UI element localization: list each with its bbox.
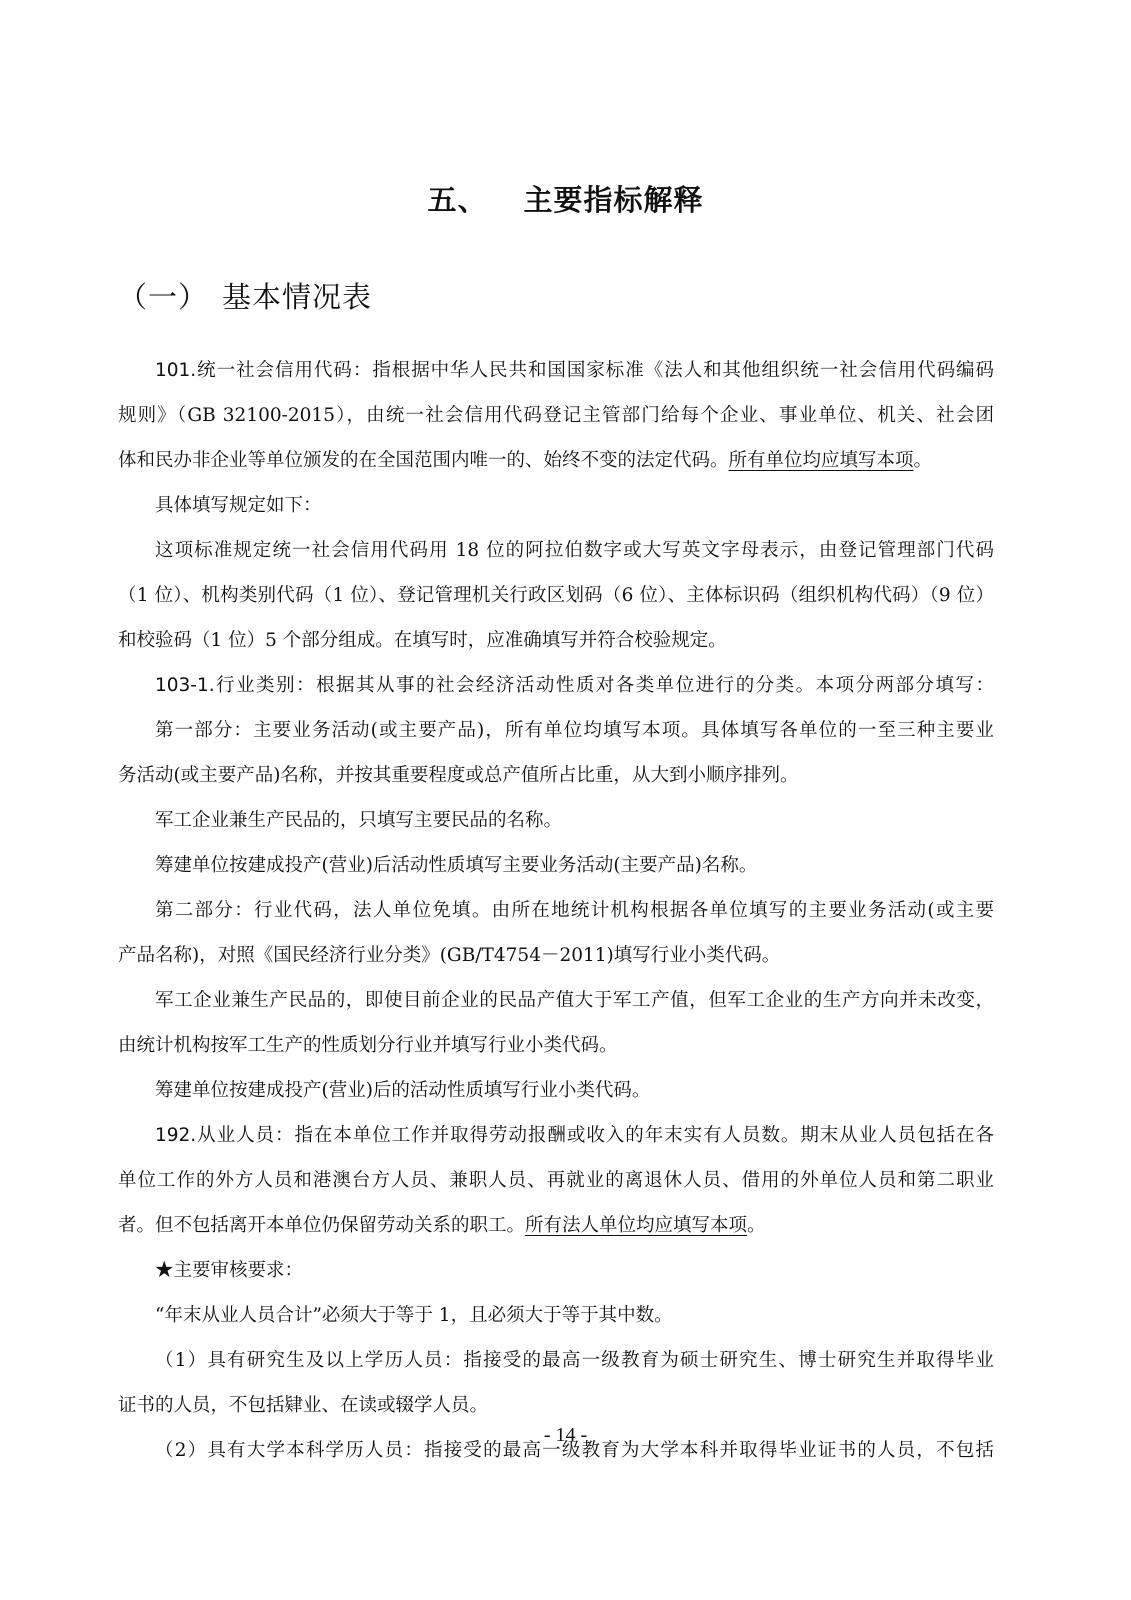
text-segment: 第一部分：主要业务活动(或主要产品)，所有单位均填写本项。具体填写各单位的一至三种主要业: [155, 720, 994, 741]
text-line: [118, 393, 994, 438]
text-line: [118, 978, 994, 1023]
text-segment: （1）具有研究生及以上学历人员：指接受的最高一级教育为硕士研究生、博士研究生并取得毕业: [155, 1350, 994, 1371]
text-line: [118, 618, 994, 663]
text-segment: 规则》（GB 32100-2015），由统一社会信用代码登记主管部门给每个企业、事业单位、机关、社会团: [118, 405, 994, 426]
text-line: [118, 573, 994, 618]
text-segment: 具体填写规定如下：: [155, 495, 322, 516]
text-line: [118, 1293, 994, 1338]
text-segment: 由统计机构按军工生产的性质划分行业并填写行业小类代码。: [118, 1035, 618, 1056]
text-segment: 。: [913, 450, 933, 471]
text-segment: 务活动(或主要产品)名称，并按其重要程度或总产值所占比重，从大到小顺序排列。: [118, 765, 799, 786]
text-line: [118, 528, 994, 573]
text-line: [118, 1338, 994, 1383]
text-segment: 产品名称)，对照《国民经济行业分类》(GB/T4754－2011)填写行业小类代码。: [118, 945, 781, 966]
section-title: [118, 275, 372, 316]
page-number: - 14 -: [543, 1424, 588, 1446]
text-segment: 体和民办非企业等单位颁发的在全国范围内唯一的、始终不变的法定代码。: [118, 450, 729, 471]
text-segment: 根据其从事的社会经济活动性质对各类单位进行的分类。本项分两部分填写：: [316, 675, 994, 696]
text-segment: 和校验码（1 位）5 个部分组成。在填写时，应准确填写并符合校验规定。: [118, 630, 727, 651]
text-segment: 军工企业兼生产民品的，即使目前企业的民品产值大于军工产值，但军工企业的生产方向并未改变，: [155, 990, 994, 1011]
text-segment: 证书的人员，不包括肄业、在读或辍学人员。: [118, 1395, 489, 1416]
text-line: [118, 1383, 994, 1428]
text-segment: ★主要审核要求：: [155, 1260, 304, 1281]
body-text: [118, 348, 994, 1473]
text-line: [118, 708, 994, 753]
indicator-term: 103-1.行业类别：: [155, 675, 317, 696]
text-line: [118, 933, 994, 978]
text-segment: 筹建单位按建成投产(营业)后的活动性质填写行业小类代码。: [155, 1080, 651, 1101]
text-segment: 军工企业兼生产民品的，只填写主要民品的名称。: [155, 810, 563, 831]
text-line: [118, 1248, 994, 1293]
text-segment: 第二部分：行业代码，法人单位免填。由所在地统计机构根据各单位填写的主要业务活动(或主要: [155, 900, 994, 921]
text-line: [118, 753, 994, 798]
indicator-term: 192.从业人员：: [155, 1125, 295, 1146]
section-title-text: 基本情况表: [222, 280, 373, 314]
text-segment: （1 位）、机构类别代码（1 位）、登记管理机关行政区划码（6 位）、主体标识码（组织机构代码）（9 位）: [118, 585, 994, 606]
text-line: [118, 483, 994, 528]
text-line: [118, 438, 994, 483]
text-line: [118, 348, 994, 393]
text-segment: 者。但不包括离开本单位仍保留劳动关系的职工。: [118, 1215, 526, 1236]
text-segment: 。: [747, 1215, 766, 1236]
indicator-term: 101.统一社会信用代码：: [155, 360, 373, 381]
text-line: [118, 1203, 994, 1248]
text-line: [118, 1023, 994, 1068]
text-segment: 筹建单位按建成投产(营业)后活动性质填写主要业务活动(主要产品)名称。: [155, 855, 758, 876]
text-segment: 单位工作的外方人员和港澳台方人员、兼职人员、再就业的离退休人员、借用的外单位人员和第二职业: [118, 1170, 994, 1191]
text-segment: 指根据中华人民共和国国家标准《法人和其他组织统一社会信用代码编码: [372, 360, 994, 381]
underlined-note: 所有单位均应填写本项: [728, 450, 914, 471]
text-line: [118, 1113, 994, 1158]
chapter-number: 五、: [427, 183, 488, 217]
text-line: [118, 1068, 994, 1113]
chapter-title-text: 主要指标解释: [523, 183, 704, 217]
text-line: [118, 798, 994, 843]
text-line: [118, 888, 994, 933]
text-line: [118, 1158, 994, 1203]
section-number: （一）: [118, 280, 209, 314]
text-line: [118, 663, 994, 708]
text-segment: 指在本单位工作并取得劳动报酬或收入的年末实有人员数。期末从业人员包括在各: [294, 1125, 994, 1146]
underlined-note: 所有法人单位均应填写本项: [525, 1215, 748, 1236]
text-segment: “年末从业人员合计”必须大于等于 1，且必须大于等于其中数。: [155, 1305, 673, 1326]
text-segment: 这项标准规定统一社会信用代码用 18 位的阿拉伯数字或大写英文字母表示，由登记管理部门代码: [155, 540, 994, 561]
chapter-title: [0, 178, 1131, 219]
text-line: [118, 843, 994, 888]
text-segment: （2）具有大学本科学历人员：指接受的最高一级教育为大学本科并取得毕业证书的人员，不包括: [155, 1440, 994, 1461]
